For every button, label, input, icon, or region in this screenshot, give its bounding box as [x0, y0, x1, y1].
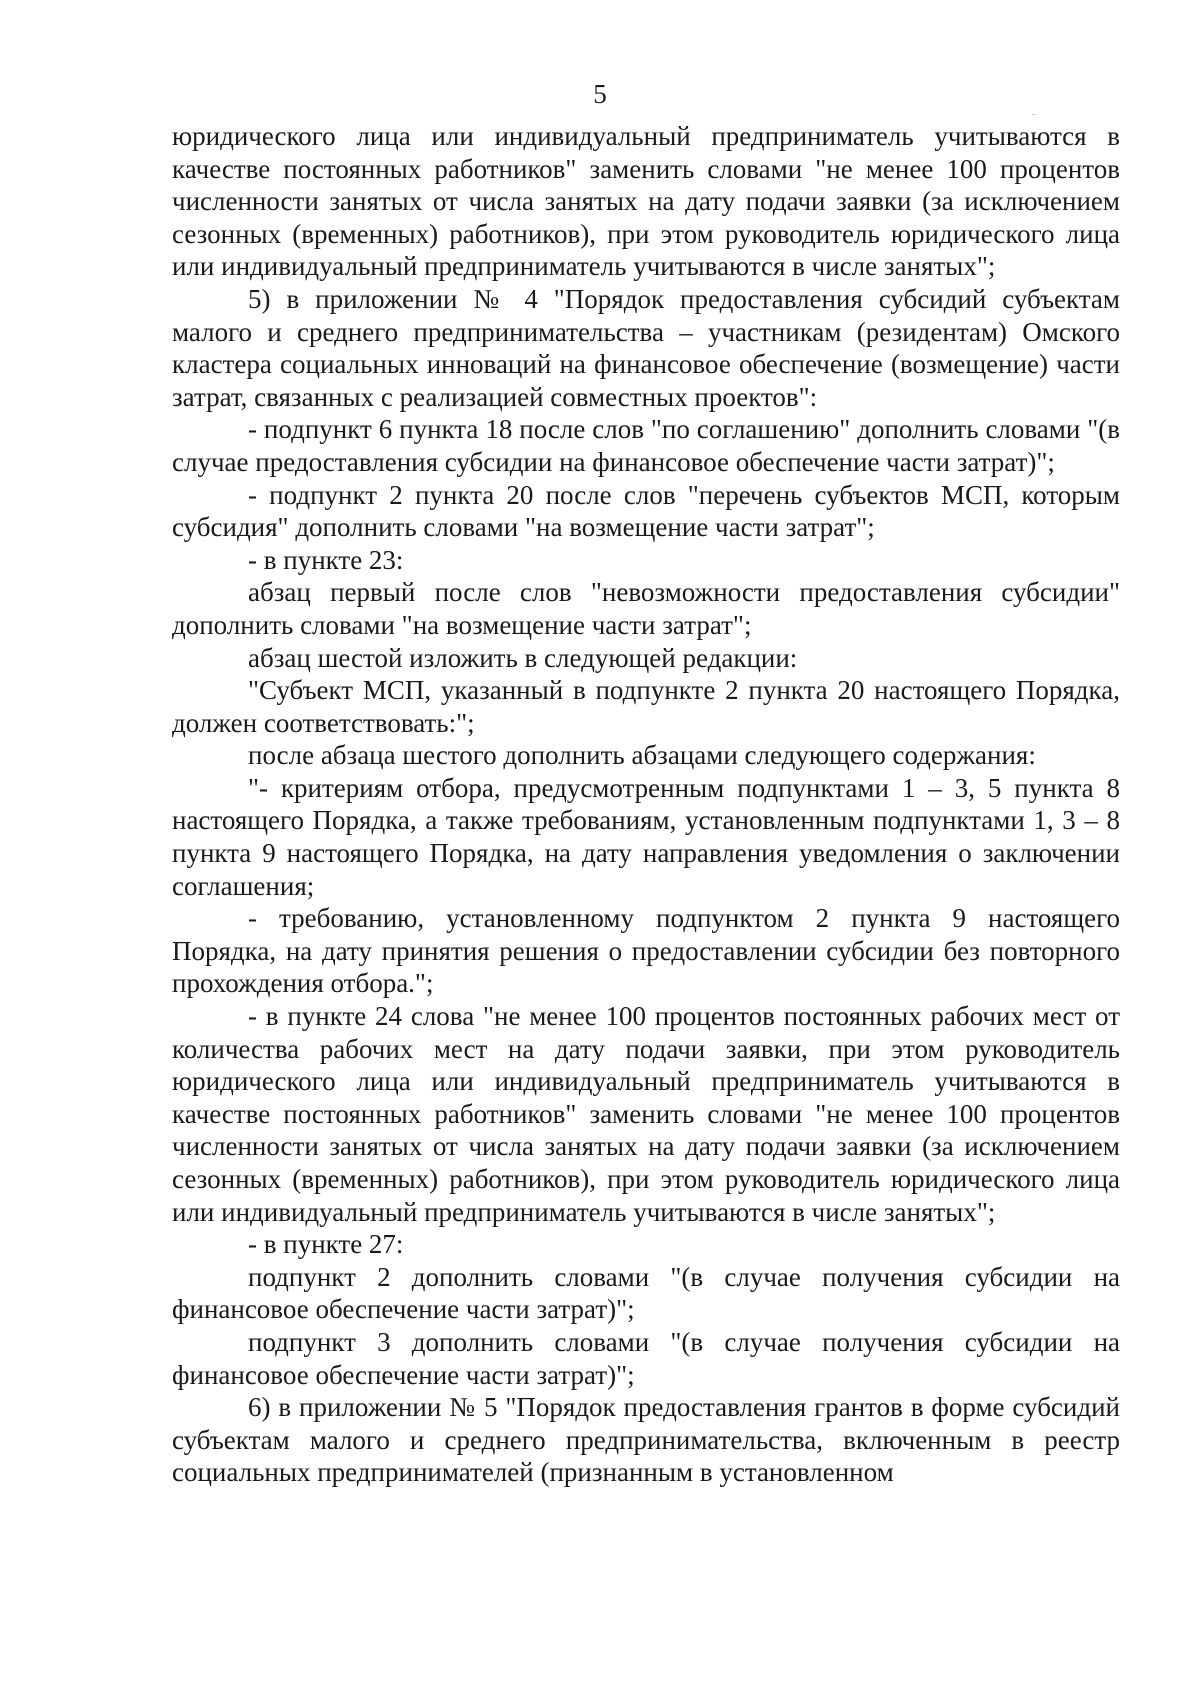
paragraph: - в пункте 23: [248, 544, 404, 575]
paragraph: абзац шестой изложить в следующей редакции: [248, 642, 798, 673]
paragraph: юридического лица или индивидуальный предприниматель учитываются в качестве постоянных работников" заменить словами "не менее 100 процентов численности занятых от числа занятых на дату подачи заявки (за исключением сезонных (временных) работников), при этом руководитель юридического лица или индивидуальный предприниматель учитываются в числе занятых"; [172, 121, 1120, 282]
document-body [172, 120, 1120, 1489]
paragraph: "- критериям отбора, предусмотренным подпунктами 1 – 3, 5 пункта 8 настоящего Порядка, а также требованиям, установленным подпунктами 1, 3 – 8 пункта 9 настоящего Порядка, на дату направления уведомления о заключении соглашения; [172, 772, 1120, 901]
paragraph: абзац первый после слов "невозможности предоставления субсидии" дополнить словами "на возмещение части затрат"; [172, 577, 1120, 640]
paragraph: 5) в приложении № 4 "Порядок предоставления субсидий субъектам малого и среднего предпринимательства – участникам (резидентам) Омского кластера социальных инноваций на финансовое обеспечение (возмещение) части затрат, связанных с реализацией совместных проектов": [172, 283, 1120, 412]
paragraph: - подпункт 2 пункта 20 после слов "перечень субъектов МСП, которым субсидия" дополнить словами "на возмещение части затрат"; [172, 479, 1120, 543]
paragraph: "Субъект МСП, указанный в подпункте 2 пункта 20 настоящего Порядка, должен соответствовать:"; [172, 675, 1120, 738]
paragraph: подпункт 3 дополнить словами "(в случае получения субсидии на финансовое обеспечение части затрат)"; [172, 1326, 1120, 1390]
paragraph: - требованию, установленному подпунктом 2 пункта 9 настоящего Порядка, на дату принятия решения о предоставлении субсидии без повторного прохождения отбора."; [172, 903, 1120, 999]
paragraph: - в пункте 24 слова "не менее 100 процентов постоянных рабочих мест от количества рабочих мест на дату подачи заявки, при этом руководитель юридического лица или индивидуальный предприниматель учитываются в качестве постоянных работников" заменить словами "не менее 100 процентов численности занятых от числа занятых на дату подачи заявки (за исключением сезонных (временных) работников), при этом руководитель юридического лица или индивидуальный предприниматель учитываются в числе занятых"; [172, 1001, 1120, 1227]
paragraph: после абзаца шестого дополнить абзацами следующего содержания: [248, 740, 1036, 771]
paragraph: 6) в приложении № 5 "Порядок предоставления грантов в форме субсидий субъектам малого и среднего предпринимательства, включенным в реестр социальных предпринимателей (признанным в установленном [172, 1392, 1120, 1488]
paragraph: - в пункте 27: [248, 1229, 404, 1260]
paragraph: - подпункт 6 пункта 18 после слов "по соглашению" дополнить словами "(в случае предоставления субсидии на финансовое обеспечение части затрат)"; [172, 414, 1120, 477]
paragraph: подпункт 2 дополнить словами "(в случае получения субсидии на финансовое обеспечение части затрат)"; [172, 1261, 1120, 1325]
scan-artifact [1032, 114, 1036, 115]
page-number: 5 [593, 79, 607, 109]
